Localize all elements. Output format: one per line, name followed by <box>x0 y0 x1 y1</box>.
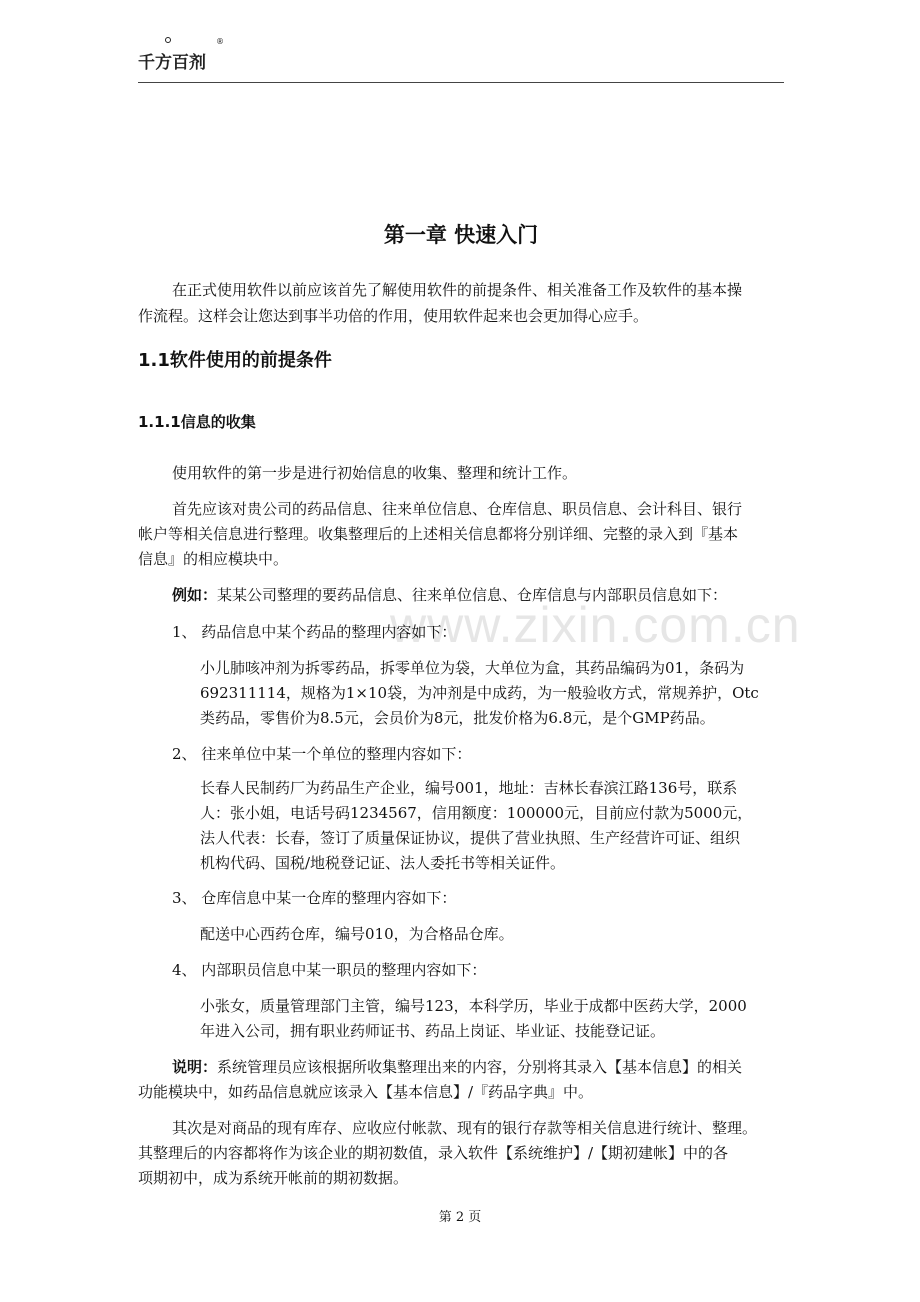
paragraph-2-line-2: 帐户等相关信息进行整理。收集整理后的上述相关信息都将分别详细、完整的录入到『基本 <box>138 525 739 543</box>
item-3-heading: 3、 仓库信息中某一仓库的整理内容如下： <box>172 889 457 907</box>
page-number: 第 2 页 <box>438 1210 482 1225</box>
logo-text: 千方百剂 <box>138 53 206 73</box>
paragraph-3-line-2: 其整理后的内容都将作为该企业的期初数值，录入软件【系统维护】/【期初建帐】中的各 <box>138 1144 729 1162</box>
example-line <box>172 583 784 607</box>
company-logo <box>138 30 228 76</box>
item-2-heading: 2、 往来单位中某一个单位的整理内容如下： <box>172 745 472 763</box>
note-label: 说明： <box>172 1058 218 1076</box>
paragraph-2-line-1: 首先应该对贵公司的药品信息、往来单位信息、仓库信息、职员信息、会计科目、银行 <box>172 500 743 518</box>
intro-line-2: 作流程。这样会让您达到事半功倍的作用，使用软件起来也会更加得心应手。 <box>138 307 649 325</box>
item-1-body-line-1: 小儿肺咳冲剂为拆零药品，拆零单位为袋，大单位为盒，其药品编码为01，条码为 <box>200 659 745 677</box>
item-2-body-line-4: 机构代码、国税/地税登记证、法人委托书等相关证件。 <box>200 854 566 872</box>
note-text-1: 系统管理员应该根据所收集整理出来的内容，分别将其录入【基本信息】的相关 <box>217 1058 743 1076</box>
chapter-title: 第一章 快速入门 <box>383 223 539 247</box>
item-4-body-line-2: 年进入公司，拥有职业药师证书、药品上岗证、毕业证、技能登记证。 <box>200 1022 666 1040</box>
item-2-body-line-1: 长春人民制药厂为药品生产企业，编号001，地址：吉林长春滨江路136号，联系 <box>200 779 738 797</box>
item-1-body-line-3: 类药品，零售价为8.5元，会员价为8元，批发价格为6.8元，是个GMP药品。 <box>200 709 715 727</box>
paragraph-1: 使用软件的第一步是进行初始信息的收集、整理和统计工作。 <box>172 464 578 482</box>
note-line-2: 功能模块中，如药品信息就应该录入【基本信息】/『药品字典』中。 <box>138 1083 594 1101</box>
example-label: 例如： <box>172 586 218 604</box>
paragraph-3-line-1: 其次是对商品的现有库存、应收应付帐款、现有的银行存款等相关信息进行统计、整理。 <box>172 1119 758 1137</box>
item-3-body-line-1: 配送中心西药仓库，编号010，为合格品仓库。 <box>200 925 514 943</box>
item-2-body-line-2: 人：张小姐，电话号码1234567，信用额度：100000元，目前应付款为5000元， <box>200 804 753 822</box>
paragraph-2-line-3: 信息』的相应模块中。 <box>138 550 289 568</box>
item-1-body-line-2: 692311114，规格为1×10袋，为冲剂是中成药，为一般验收方式，常规养护，Otc <box>200 684 759 702</box>
intro-line-1: 在正式使用软件以前应该首先了解使用软件的前提条件、相关准备工作及软件的基本操 <box>172 281 743 299</box>
header-rule <box>138 82 784 83</box>
logo-registered-mark: ® <box>216 37 224 46</box>
item-2-body-line-3: 法人代表：长春，签订了质量保证协议，提供了营业执照、生产经营许可证、组织 <box>200 829 741 847</box>
example-text: 某某公司整理的要药品信息、往来单位信息、仓库信息与内部职员信息如下： <box>217 586 728 604</box>
note-line-1 <box>172 1055 784 1079</box>
watermark: www.zixin.com.cn <box>390 597 801 653</box>
item-1-heading: 1、 药品信息中某个药品的整理内容如下： <box>172 623 457 641</box>
section-heading-1-1-1: 1.1.1信息的收集 <box>138 413 256 431</box>
paragraph-3-line-3: 项期初中，成为系统开帐前的期初数据。 <box>138 1169 409 1187</box>
section-heading-1-1: 1.1软件使用的前提条件 <box>138 350 332 371</box>
item-4-body-line-1: 小张女，质量管理部门主管，编号123，本科学历，毕业于成都中医药大学，2000 <box>200 997 747 1015</box>
item-4-heading: 4、 内部职员信息中某一职员的整理内容如下： <box>172 961 487 979</box>
